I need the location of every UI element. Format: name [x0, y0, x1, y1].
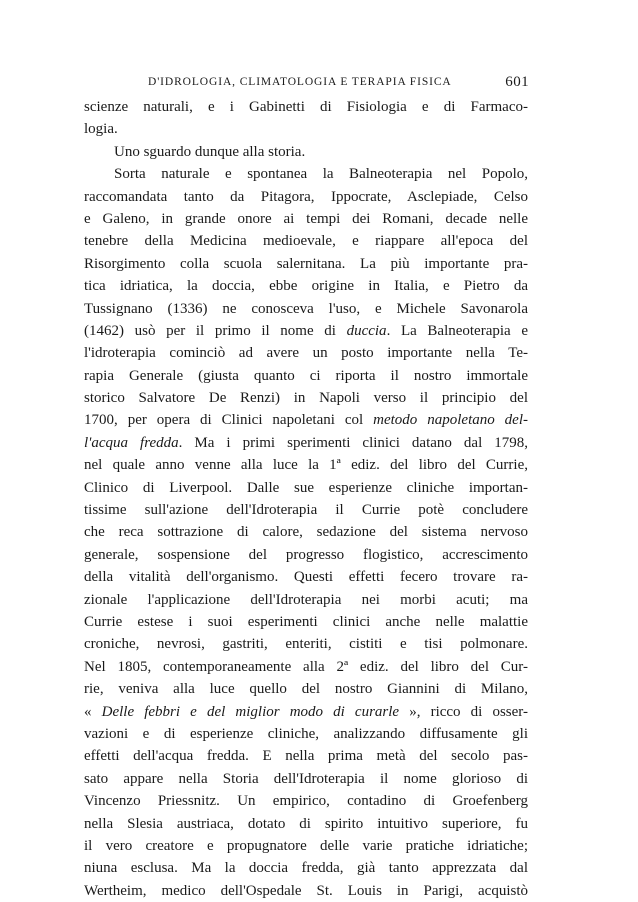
text-line: nel quale anno venne alla luce la 1ª ediz. del libro del Currie,	[84, 457, 528, 474]
text-run: . La Balneoterapia e	[386, 322, 528, 339]
text-line: Wertheim, medico dell'Ospedale St. Louis in Parigi, acquistò	[84, 882, 528, 899]
text-line: vazioni e di esperienze cliniche, analizzando diffusamente gli	[84, 725, 528, 742]
text-line	[84, 409, 528, 431]
text-run: 1700, per opera di Clinici napoletani col	[84, 412, 374, 429]
text-line: niuna esclusa. Ma la doccia fredda, già tanto apprezzata dal	[84, 860, 528, 877]
text-line: raccomandata tanto da Pitagora, Ippocrate, Asclepiade, Celso	[84, 188, 528, 205]
text-line: Clinico di Liverpool. Dalle sue esperienze cliniche importan-	[84, 479, 528, 496]
italic-term: metodo napoletano del-	[373, 412, 528, 429]
text-line: della vitalità dell'organismo. Questi effetti fecero trovare ra-	[84, 569, 528, 586]
text-line: tica idriatica, la doccia, ebbe origine in Italia, e Pietro da	[84, 278, 528, 295]
text-line: generale, sospensione del progresso flogistico, accrescimento	[84, 546, 528, 563]
text-run: (1462) usò per il primo il nome di	[84, 322, 347, 339]
page-number: 601	[505, 74, 529, 90]
text-line	[84, 432, 528, 454]
text-run: «	[84, 703, 102, 720]
text-line: storico Salvatore De Renzi) in Napoli verso il principio del	[84, 390, 528, 407]
italic-term: duccia	[346, 322, 387, 339]
text-line: Currie estese i suoi esperimenti clinici anche nelle malattie	[84, 613, 528, 630]
text-line: rapia Generale (giusta quanto ci riporta il nostro immortale	[84, 367, 528, 384]
text-line: Nel 1805, contemporaneamente alla 2ª ediz. del libro del Cur-	[84, 658, 528, 675]
text-run: », ricco di osser-	[399, 703, 528, 720]
paragraph-start-line: Uno sguardo dunque alla storia.	[114, 143, 306, 160]
text-line	[84, 320, 528, 342]
text-line: tenebre della Medicina medioevale, e riappare all'epoca del	[84, 233, 528, 250]
running-head	[84, 71, 529, 93]
text-line: scienze naturali, e i Gabinetti di Fisiologia e di Farmaco-	[84, 99, 528, 115]
text-line: e Galeno, in grande onore ai tempi dei Romani, decade nelle	[84, 210, 528, 227]
text-line: sato appare nella Storia dell'Idroterapia il nome glorioso di	[84, 770, 528, 787]
text-line: rie, veniva alla luce quello del nostro Giannini di Milano,	[84, 681, 528, 698]
text-line: zionale l'applicazione dell'Idroterapia nei morbi acuti; ma	[84, 591, 528, 608]
text-line: Tussignano (1336) ne conosceva l'uso, e Michele Savonarola	[84, 300, 528, 317]
text-line: Risorgimento colla scuola salernitana. La più importante pra-	[84, 255, 528, 272]
italic-term: l'acqua fredda	[84, 434, 179, 451]
paragraph-start-line: Sorta naturale e spontanea la Balneoterapia nel Popolo,	[114, 166, 528, 183]
text-line: Vincenzo Priessnitz. Un empirico, contadino di Groefenberg	[84, 793, 528, 810]
text-line: il vero creatore e propugnatore delle varie pratiche idriatiche;	[84, 837, 528, 854]
text-line: croniche, nevrosi, gastriti, enteriti, cistiti e tisi polmonare.	[84, 636, 528, 653]
text-line: l'idroterapia cominciò ad avere un posto importante nella Te-	[84, 345, 528, 362]
text-line: logia.	[84, 121, 118, 138]
text-line: tissime sull'azione dell'Idroterapia il Currie potè concludere	[84, 502, 528, 519]
italic-book-title: Delle febbri e del miglior modo di curarle	[101, 703, 400, 720]
text-line: che reca sottrazione di calore, sedazione del sistema nervoso	[84, 524, 528, 541]
body-text	[84, 96, 528, 902]
text-run: . Ma i primi sperimenti clinici datano dal 1798,	[178, 434, 528, 451]
text-line	[84, 701, 528, 723]
text-line: effetti dell'acqua fredda. E nella prima metà del secolo pas-	[84, 748, 528, 765]
text-line: nella Slesia austriaca, dotato di spirito intuitivo superiore, fu	[84, 815, 528, 832]
running-title: D'IDROLOGIA, CLIMATOLOGIA E TERAPIA FISICA	[148, 76, 452, 88]
